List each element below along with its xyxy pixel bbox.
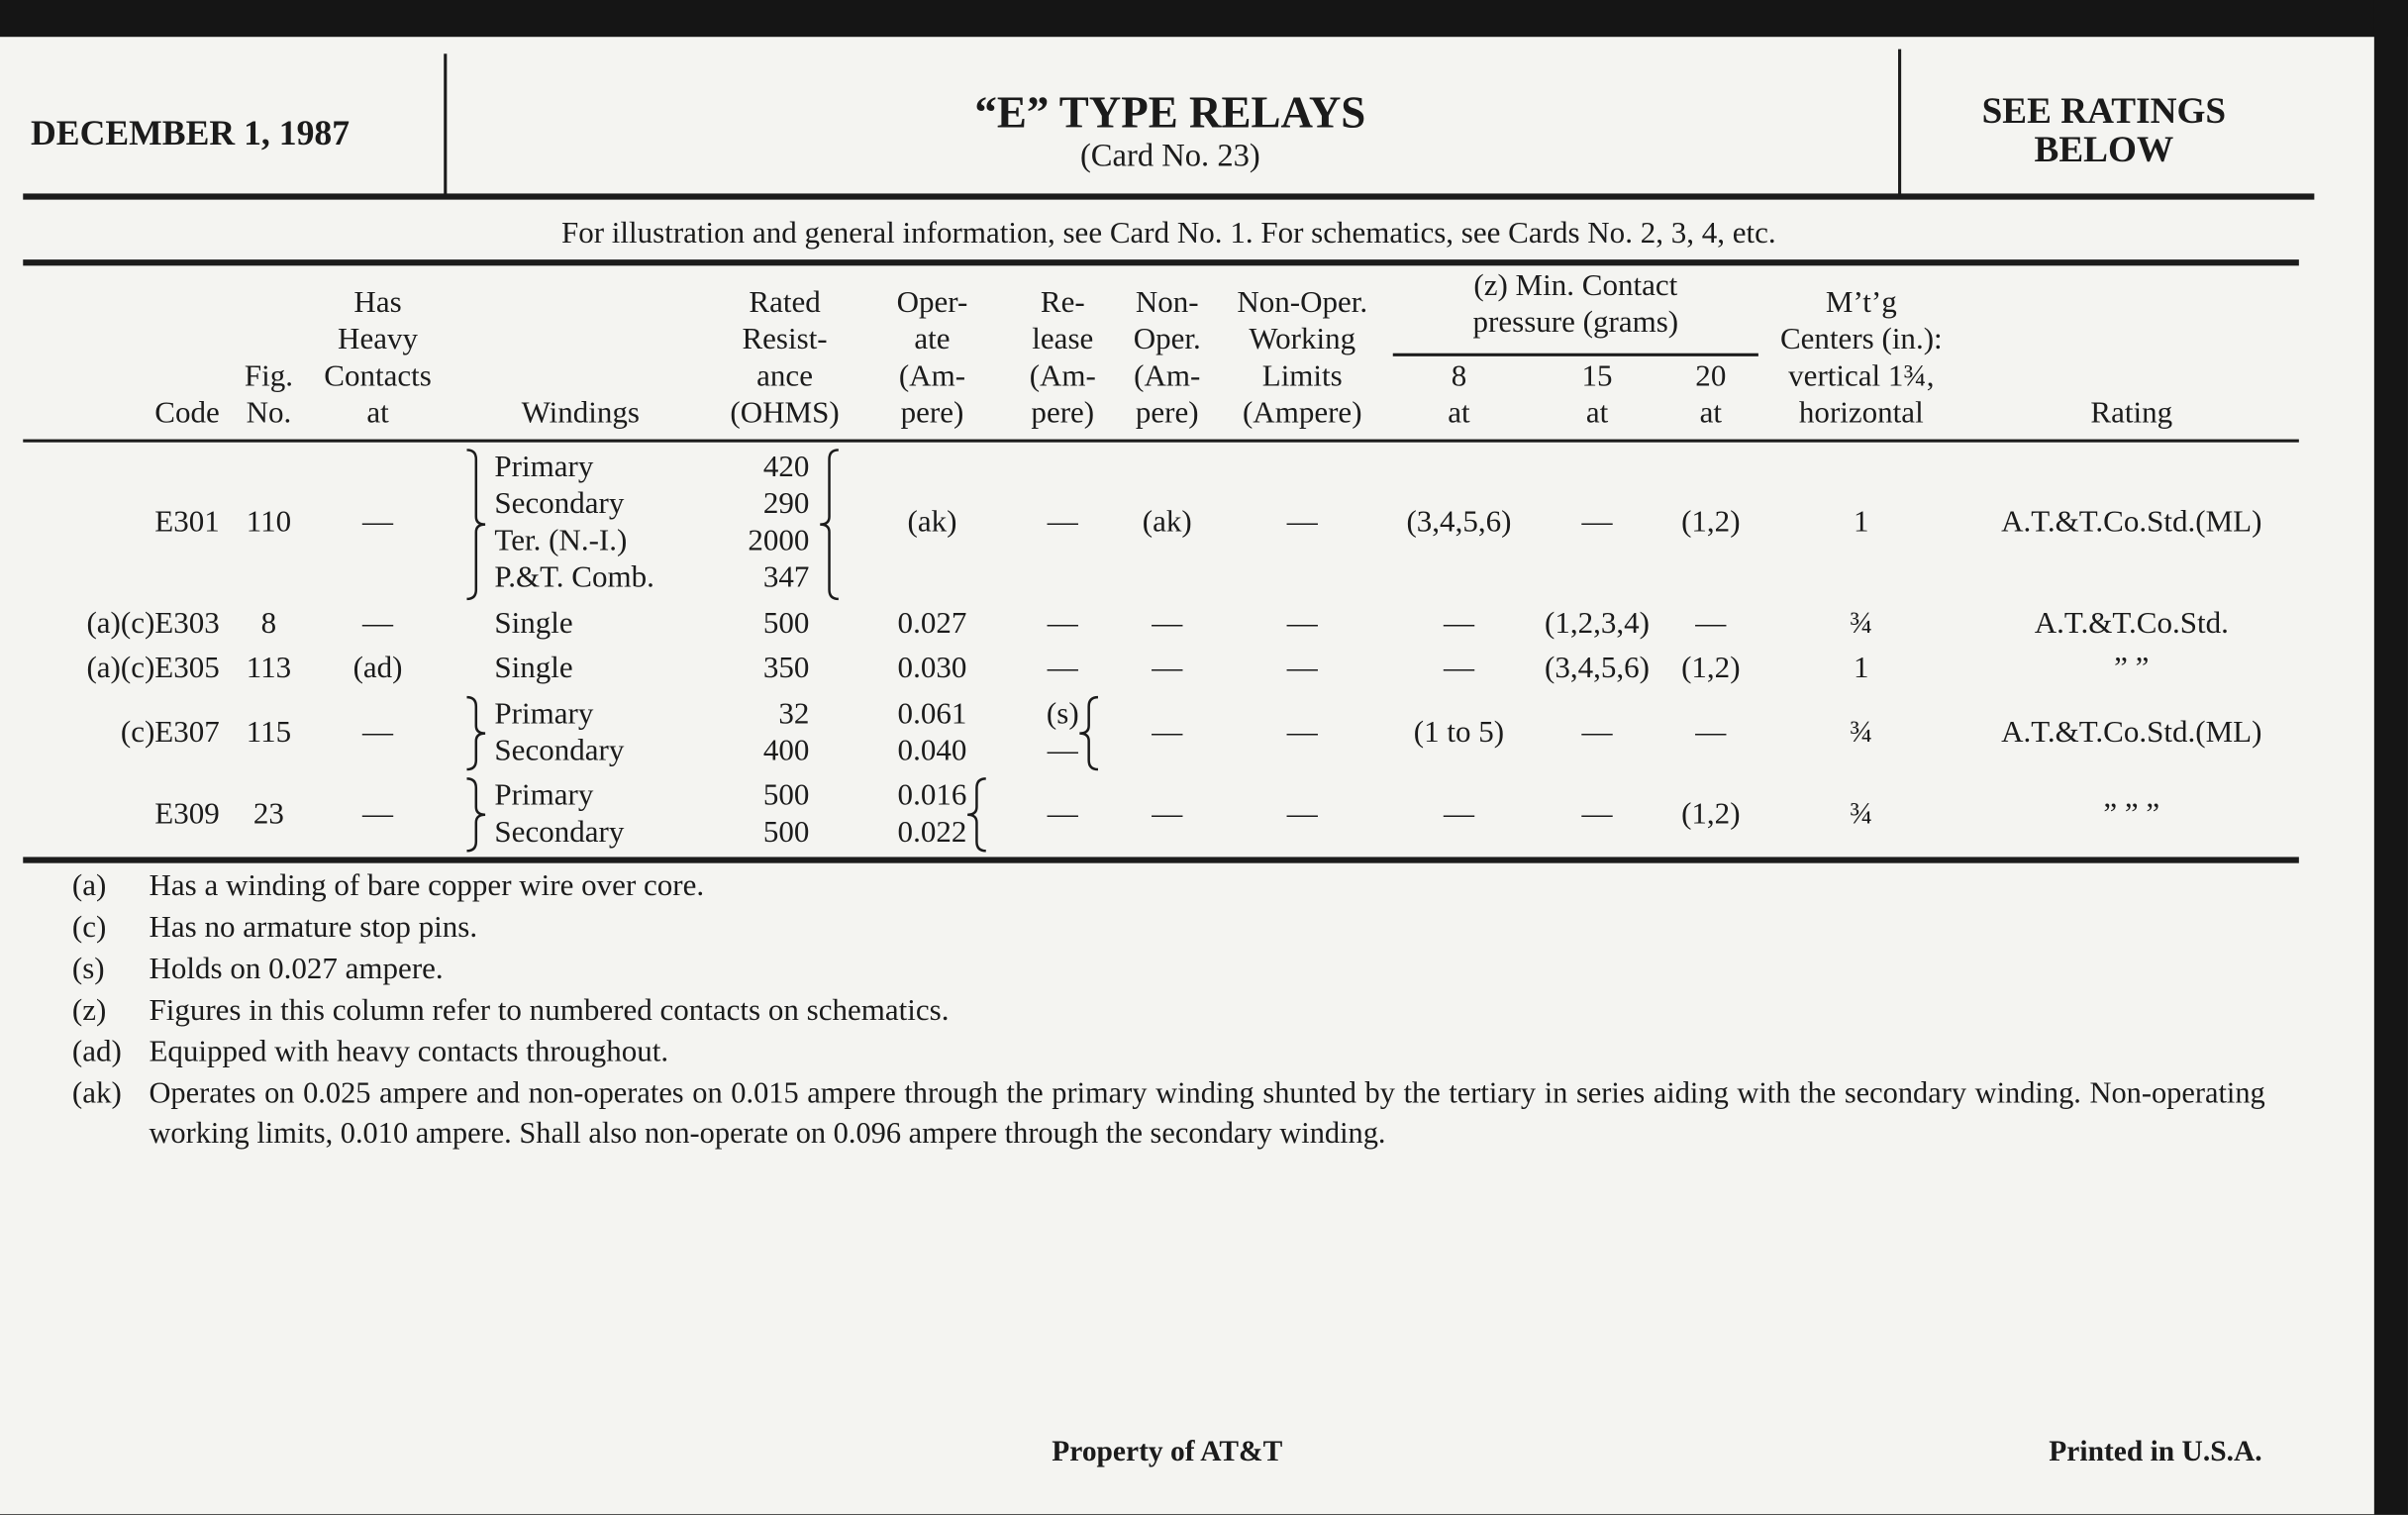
footnote-text: Equipped with heavy contacts throughout.	[149, 1035, 669, 1069]
right-brace	[964, 778, 989, 851]
column-header-non-operate: (Am-	[1134, 358, 1201, 394]
cell-operate: 0.030	[897, 651, 967, 685]
cell-p8: —	[1443, 651, 1474, 685]
cell-p8: —	[1443, 606, 1474, 641]
cell-rating: A.T.&T.Co.Std.(ML)	[2001, 715, 2262, 750]
printed-notice: Printed in U.S.A.	[2049, 1436, 2262, 1468]
left-brace	[463, 697, 488, 769]
cell-mtg: ¾	[1850, 606, 1873, 641]
cell-mtg: ¾	[1850, 715, 1873, 750]
cell-windings: Secondary	[494, 486, 625, 521]
rule	[23, 259, 2299, 265]
cell-non-oper-limits: —	[1286, 606, 1318, 641]
cell-resistance: 290	[762, 486, 810, 521]
cell-operate: 0.016	[897, 778, 967, 813]
cell-non-oper-limits: —	[1286, 715, 1318, 750]
column-header-mtg: vertical 1¾,	[1788, 358, 1935, 394]
info-line: For illustration and general information, see Card No. 1. For schematics, see Cards No. 2, 3, 4, etc.	[560, 216, 1776, 251]
column-header-non-oper-limits: Limits	[1261, 358, 1343, 394]
column-header-operate: ate	[914, 322, 951, 356]
card-date: DECEMBER 1, 1987	[31, 113, 351, 152]
cell-release: —	[1047, 606, 1078, 641]
cell-release: —	[1047, 505, 1078, 540]
scan-border-top	[0, 0, 2408, 37]
column-header-heavy: Has	[353, 285, 402, 320]
cell-p8: (3,4,5,6)	[1406, 505, 1512, 540]
cell-heavy: —	[362, 606, 394, 641]
column-header-p20: at	[1699, 396, 1723, 431]
cell-heavy: —	[362, 796, 394, 832]
column-header-mtg: horizontal	[1798, 396, 1924, 431]
cell-release: —	[1047, 796, 1078, 832]
cell-windings: Primary	[494, 697, 594, 732]
cell-mtg: 1	[1854, 651, 1869, 685]
cell-fig: 115	[246, 715, 292, 750]
column-header-heavy: Contacts	[324, 358, 432, 394]
column-header-non-operate: Oper.	[1133, 322, 1201, 356]
rule	[23, 440, 2299, 443]
footnote-key: (s)	[71, 952, 105, 986]
cell-heavy: (ad)	[352, 651, 403, 685]
column-header-p8: at	[1448, 396, 1470, 431]
column-group-header-pressure: pressure (grams)	[1472, 305, 1679, 340]
cell-p8: (1 to 5)	[1413, 715, 1505, 750]
column-header-resistance: Rated	[749, 285, 821, 320]
cell-resistance: 500	[762, 815, 810, 850]
cell-resistance: 400	[762, 734, 810, 768]
cell-code: (a)(c)E305	[86, 651, 220, 685]
cell-release: —	[1047, 651, 1078, 685]
page-title: “E” TYPE RELAYS	[974, 88, 1366, 139]
column-header-heavy: at	[366, 396, 389, 431]
column-header-windings: Windings	[521, 396, 640, 431]
cell-operate: 0.061	[897, 697, 967, 732]
column-header-non-oper-limits: (Ampere)	[1242, 396, 1362, 431]
header-divider	[444, 53, 447, 196]
cell-windings: Primary	[494, 450, 594, 484]
column-group-header-pressure: (z) Min. Contact	[1473, 268, 1678, 303]
cell-rating: ” ” ”	[2103, 796, 2160, 832]
cell-non-operate: (ak)	[1142, 505, 1192, 540]
cell-release: —	[1047, 734, 1078, 768]
footnote-key: (c)	[71, 910, 107, 945]
footnote-key: (ad)	[71, 1035, 122, 1069]
cell-heavy: —	[362, 715, 394, 750]
column-header-non-oper-limits: Working	[1249, 322, 1356, 356]
footnote-text: Has no armature stop pins.	[149, 910, 478, 945]
right-brace	[817, 450, 842, 598]
footnote-text: Has a winding of bare copper wire over core.	[149, 868, 705, 903]
cell-operate: (ak)	[907, 505, 957, 540]
column-header-resistance: Resist-	[742, 322, 828, 356]
column-header-p20: 20	[1695, 358, 1727, 394]
ratings-note: BELOW	[2034, 130, 2174, 171]
column-header-non-operate: pere)	[1135, 396, 1199, 431]
cell-non-operate: —	[1152, 606, 1183, 641]
cell-fig: 113	[246, 651, 292, 685]
cell-resistance: 500	[762, 606, 810, 641]
column-header-release: pere)	[1031, 396, 1095, 431]
column-header-non-operate: Non-	[1135, 285, 1199, 320]
column-header-code: Code	[154, 396, 220, 431]
column-header-release: Re-	[1040, 285, 1085, 320]
cell-code: E301	[154, 505, 220, 540]
cell-mtg: 1	[1854, 505, 1869, 540]
column-header-heavy: Heavy	[338, 322, 419, 356]
cell-non-operate: —	[1152, 651, 1183, 685]
column-header-operate: pere)	[900, 396, 964, 431]
column-header-release: lease	[1032, 322, 1094, 356]
cell-p20: (1,2)	[1681, 651, 1741, 685]
cell-p15: —	[1581, 505, 1613, 540]
rule	[23, 857, 2299, 862]
cell-windings: Single	[494, 606, 573, 641]
card-number: (Card No. 23)	[1079, 137, 1260, 174]
footnote-key: (ak)	[71, 1076, 122, 1111]
left-brace	[463, 450, 488, 598]
footnote-text: Holds on 0.027 ampere.	[149, 952, 444, 986]
column-header-resistance: (OHMS)	[730, 396, 840, 431]
cell-p20: (1,2)	[1681, 796, 1741, 832]
column-header-resistance: ance	[756, 358, 813, 394]
cell-windings: Primary	[494, 778, 594, 813]
cell-heavy: —	[362, 505, 394, 540]
cell-rating: ” ”	[2114, 651, 2150, 685]
column-header-fig: No.	[246, 396, 292, 431]
column-header-mtg: Centers (in.):	[1779, 322, 1943, 356]
column-header-p15: at	[1585, 396, 1609, 431]
cell-code: (a)(c)E303	[86, 606, 220, 641]
column-header-non-oper-limits: Non-Oper.	[1237, 285, 1368, 320]
cell-resistance: 32	[778, 697, 810, 732]
cell-non-operate: —	[1152, 796, 1183, 832]
cell-operate: 0.027	[897, 606, 967, 641]
cell-windings: Single	[494, 651, 573, 685]
column-header-mtg: M’t’g	[1825, 285, 1897, 320]
ratings-note: SEE RATINGS	[1981, 92, 2227, 133]
footnote-key: (a)	[71, 868, 107, 903]
column-header-operate: Oper-	[896, 285, 968, 320]
cell-resistance: 500	[762, 778, 810, 813]
cell-resistance: 347	[762, 560, 810, 595]
cell-non-oper-limits: —	[1286, 796, 1318, 832]
cell-resistance: 350	[762, 651, 810, 685]
cell-p20: —	[1695, 606, 1727, 641]
cell-operate: 0.040	[897, 734, 967, 768]
column-header-fig: Fig.	[244, 358, 293, 394]
cell-p15: —	[1581, 796, 1613, 832]
property-notice: Property of AT&T	[1052, 1436, 1283, 1468]
footnote-key: (z)	[71, 993, 107, 1028]
pressure-group-underline	[1393, 354, 1758, 356]
rule	[23, 193, 2314, 199]
cell-windings: P.&T. Comb.	[494, 560, 654, 595]
cell-non-operate: —	[1152, 715, 1183, 750]
footnote-text: Figures in this column refer to numbered contacts on schematics.	[149, 993, 950, 1028]
cell-fig: 23	[252, 796, 284, 832]
cell-code: E309	[154, 796, 220, 832]
cell-windings: Ter. (N.-I.)	[494, 523, 628, 558]
cell-p15: (3,4,5,6)	[1545, 651, 1651, 685]
cell-fig: 110	[246, 505, 292, 540]
cell-release: (s)	[1046, 697, 1079, 732]
header-divider	[1898, 50, 1901, 197]
column-header-operate: (Am-	[898, 358, 966, 394]
cell-non-oper-limits: —	[1286, 651, 1318, 685]
cell-code: (c)E307	[120, 715, 220, 750]
footnote-text: Operates on 0.025 ampere and non-operates on 0.015 ampere through the primary winding shunted by the tertiary in series aiding with the secondary winding. Non-operating working limits, 0.010 ampere. Shall also non-operate on 0.096 ampere through the secondary winding.	[149, 1077, 2265, 1151]
cell-operate: 0.022	[897, 815, 967, 850]
column-header-p15: 15	[1581, 358, 1613, 394]
left-brace	[463, 778, 488, 851]
cell-windings: Secondary	[494, 815, 625, 850]
cell-resistance: 2000	[748, 523, 810, 558]
right-brace	[1076, 697, 1101, 769]
cell-resistance: 420	[762, 450, 810, 484]
cell-p20: —	[1695, 715, 1727, 750]
scan-border-right	[2374, 0, 2408, 1514]
cell-p15: (1,2,3,4)	[1545, 606, 1651, 641]
cell-windings: Secondary	[494, 734, 625, 768]
cell-fig: 8	[260, 606, 277, 641]
column-header-release: (Am-	[1029, 358, 1096, 394]
column-header-p8: 8	[1451, 358, 1467, 394]
cell-non-oper-limits: —	[1286, 505, 1318, 540]
cell-mtg: ¾	[1850, 796, 1873, 832]
column-header-rating: Rating	[2090, 396, 2173, 431]
cell-p15: —	[1581, 715, 1613, 750]
cell-p20: (1,2)	[1681, 505, 1741, 540]
cell-rating: A.T.&T.Co.Std.	[2034, 606, 2229, 641]
cell-p8: —	[1443, 796, 1474, 832]
cell-rating: A.T.&T.Co.Std.(ML)	[2001, 505, 2262, 540]
